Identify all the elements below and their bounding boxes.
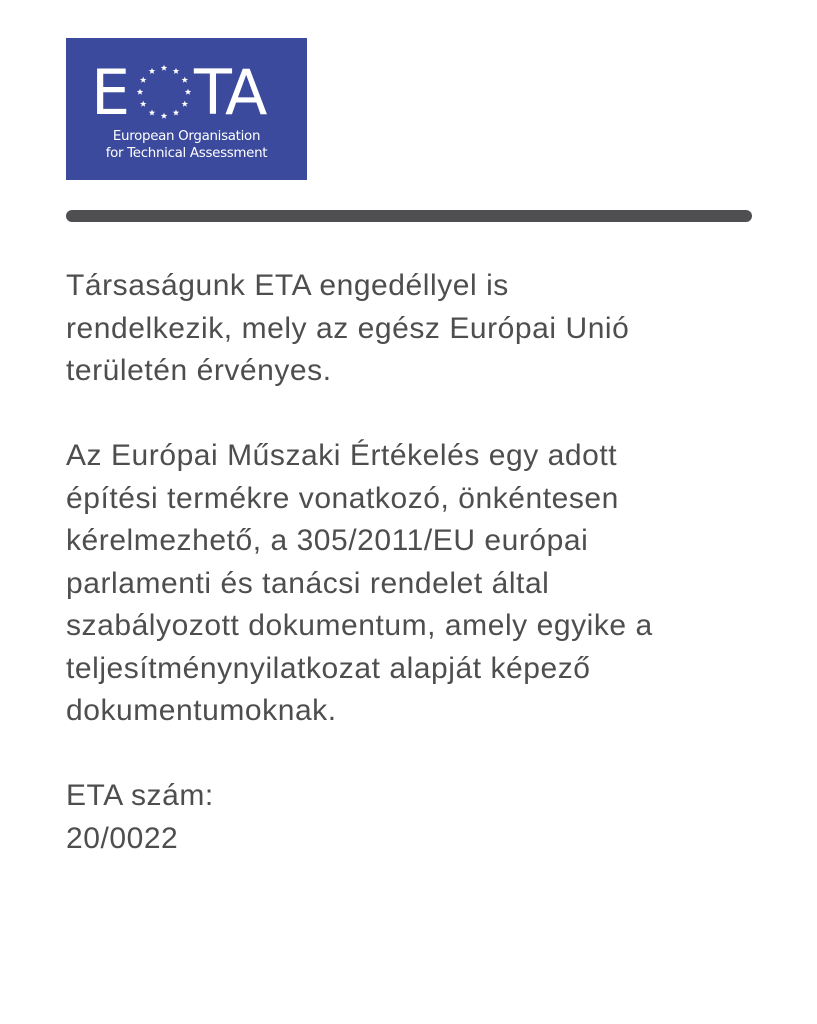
intro-paragraph <box>66 265 766 393</box>
main-content <box>66 265 766 903</box>
eu-star-circle-icon <box>137 65 191 119</box>
eota-logo <box>66 38 307 180</box>
description-paragraph <box>66 435 766 733</box>
eu-star-icon <box>137 89 143 95</box>
eta-number-label: ETA szám: <box>66 779 214 812</box>
eu-star-icon <box>173 109 179 115</box>
logo-letter-e: E <box>91 56 131 129</box>
eta-number-value: 20/0022 <box>66 821 179 855</box>
eu-star-icon <box>140 101 146 107</box>
logo-letters-ta: TA <box>194 56 266 129</box>
intro-line: területén érvényes. <box>66 354 332 387</box>
eu-star-icon <box>149 109 155 115</box>
description-line: dokumentumoknak. <box>66 694 337 727</box>
description-line: parlamenti és tanácsi rendelet által <box>66 566 550 600</box>
logo-subtitle-line-1: European Organisation <box>112 129 261 144</box>
description-line: kérelmezhető, a 305/2011/EU európai <box>66 524 589 557</box>
eu-star-icon <box>161 65 167 71</box>
eu-star-icon <box>173 68 179 74</box>
intro-line: Társaságunk ETA engedéllyel is <box>66 269 509 302</box>
eu-star-icon <box>182 77 188 83</box>
logo-subtitle-line-2: for Technical Assessment <box>105 146 268 161</box>
eu-star-icon <box>182 101 188 107</box>
intro-line: rendelkezik, mely az egész Európai Unió <box>66 311 630 345</box>
description-line: teljesítménynyilatkozat alapját képező <box>66 651 591 685</box>
description-line: Az Európai Műszaki Értékelés egy adott <box>66 439 618 472</box>
eu-star-icon <box>161 113 167 119</box>
eu-star-icon <box>185 89 191 95</box>
eu-star-icon <box>140 77 146 83</box>
description-line: építési termékre vonatkozó, önkéntesen <box>66 481 619 515</box>
description-line: szabályozott dokumentum, amely egyike a <box>66 609 653 642</box>
divider-bar <box>66 210 752 222</box>
eta-number-block <box>66 775 766 860</box>
eu-star-icon <box>149 68 155 74</box>
